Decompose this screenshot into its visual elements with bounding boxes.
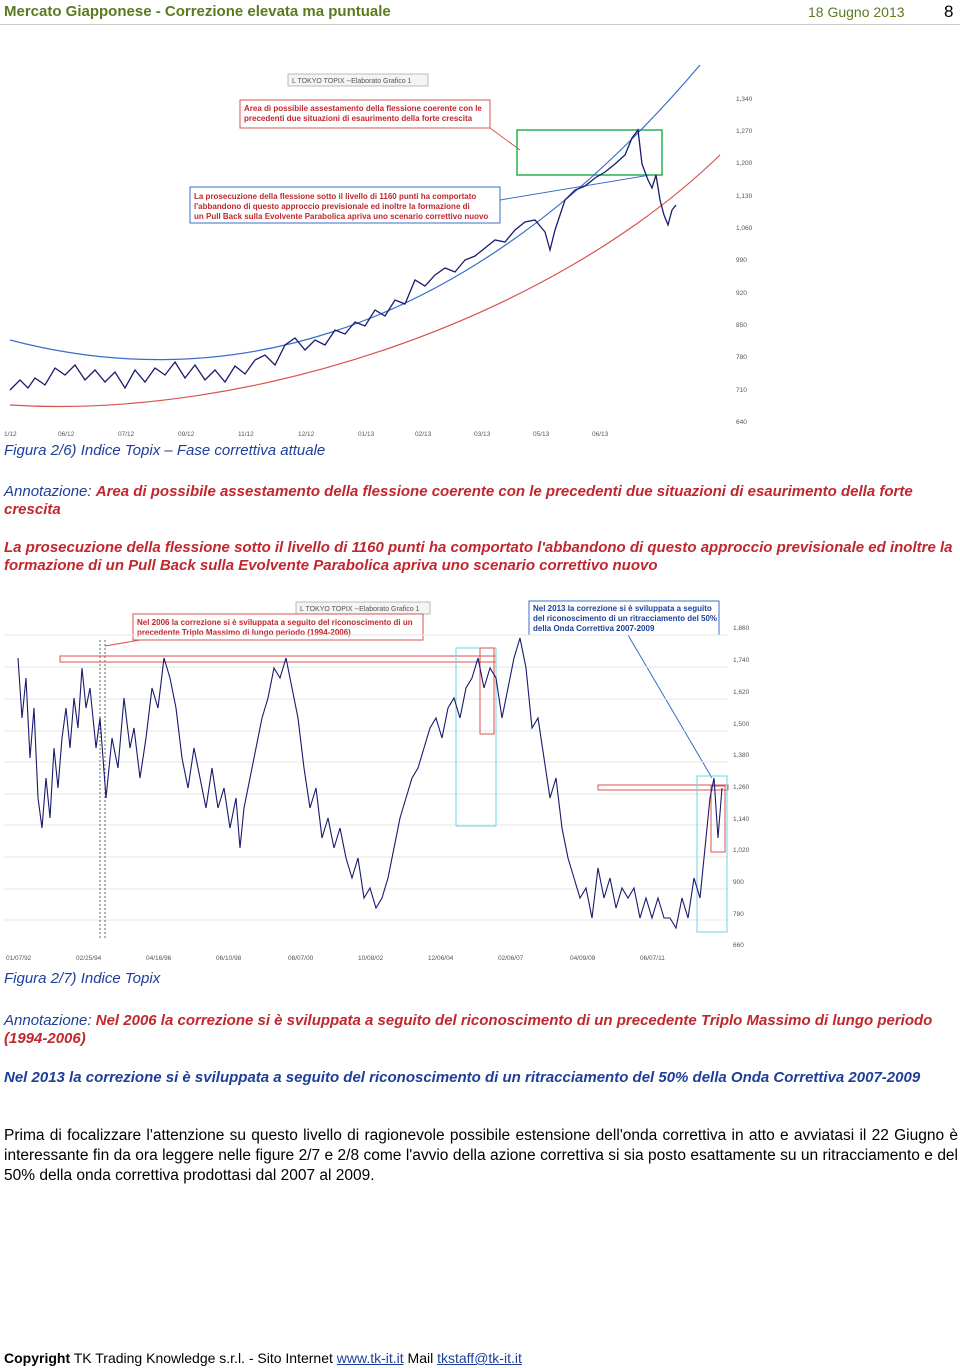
svg-text:04/16/96: 04/16/96 [146,955,172,962]
svg-text:02/13: 02/13 [415,431,432,438]
annotation-2b [4,1069,958,1087]
chart2-connector-1 [105,640,140,646]
annotation-1-text-1: Area di possibile assestamento della flessione coerente con le precedenti due situazioni di esaurimento della forte crescita [4,483,913,518]
svg-text:08/07/00: 08/07/00 [288,955,314,962]
svg-text:02/25/94: 02/25/94 [76,955,102,962]
chart2-price-line [18,638,722,928]
svg-text:01/13: 01/13 [358,431,375,438]
chart1-annotation-1-line-2: precedenti due situazioni di esaurimento della forte crescita [244,114,473,123]
svg-text:1,380: 1,380 [733,752,750,759]
annotation-2-text-2: Nel 2013 la correzione si è sviluppata a seguito del riconoscimento di un ritracciamento del 50% della Onda Correttiva 2007-2009 [4,1069,921,1086]
svg-text:920: 920 [736,290,747,297]
chart2-x-axis [6,955,665,962]
svg-text:12/06/04: 12/06/04 [428,955,454,962]
footer-site-link[interactable]: www.tk-it.it [336,1350,404,1366]
svg-text:06/13: 06/13 [592,431,609,438]
chart1-x-axis [4,431,609,438]
svg-text:1/12: 1/12 [4,431,17,438]
svg-text:1,200: 1,200 [736,160,753,167]
chart1-annotation-2-line-3: un Pull Back sulla Evolvente Parabolica apriva uno scenario correttivo nuovo [194,212,489,221]
svg-text:780: 780 [736,354,747,361]
document-title: Mercato Giapponese - Correzione elevata ma puntuale [4,3,391,20]
document-date: 18 Gugno 2013 [808,4,905,20]
page-number: 8 [944,2,954,21]
footer-mail-link[interactable]: tkstaff@tk-it.it [437,1350,522,1366]
footer-mail-label: Mail [403,1350,438,1366]
annotation-2 [4,1012,958,1048]
svg-text:09/12: 09/12 [178,431,195,438]
svg-text:05/13: 05/13 [533,431,550,438]
annotation-1-text-2: La prosecuzione della flessione sotto il livello di 1160 punti ha comportato l'abbandono di questo approccio previsionale ed inoltre la formazione di un Pull Back sulla Evolvente Parabolica apriva uno scenario correttivo nuovo [4,539,953,574]
svg-text:1,740: 1,740 [733,657,750,664]
figure-1-caption: Figura 2/6) Indice Topix – Fase correttiva attuale [4,442,326,459]
body-paragraph: Prima di focalizzare l'attenzione su questo livello di ragionevole possibile estensione dell'onda correttiva in atto e avviatasi il 22 Giugno è interessante fin da ora leggere nelle figure 2/7 e 2/8 come l'avvio della azione correttiva si sia posto esattamente su un ritracciamento e del 50% della onda correttiva prodottasi dal 2007 al 2009. [4,1127,958,1184]
footer-copyright: Copyright [4,1350,71,1366]
chart1-connector-1 [490,128,520,150]
chart1-annotation-2-line-1: La prosecuzione della flessione sotto il livello di 1160 punti ha comportato [194,192,477,201]
figure-2-caption: Figura 2/7) Indice Topix [4,970,161,987]
svg-text:660: 660 [733,942,744,949]
annotation-1-label: Annotazione: [4,483,92,500]
chart2-y-axis [733,625,750,949]
chart1-price-line [10,130,676,390]
svg-text:01/07/92: 01/07/92 [6,955,32,962]
chart2-connector-2 [628,635,712,778]
svg-text:04/09/09: 04/09/09 [570,955,596,962]
svg-text:1,260: 1,260 [733,784,750,791]
svg-text:850: 850 [736,322,747,329]
chart2-annotation-2-line-1: Nel 2013 la correzione si è sviluppata a seguito [533,604,712,613]
svg-text:06/12: 06/12 [58,431,75,438]
svg-text:1,140: 1,140 [733,816,750,823]
chart1-annotation-1-line-1: Area di possibile assestamento della flessione coerente con le [244,104,482,113]
chart2-highlight-2013 [697,776,727,932]
svg-text:03/13: 03/13 [474,431,491,438]
svg-text:06/07/11: 06/07/11 [640,955,665,962]
svg-text:12/12: 12/12 [298,431,315,438]
chart1-legend-title: L TOKYO TOPIX --Elaborato Grafico 1 [292,78,412,85]
chart2-red-box-2006 [480,648,494,734]
chart2-resistance-band-2006 [60,656,496,662]
svg-text:1,860: 1,860 [733,625,750,632]
svg-text:11/12: 11/12 [238,431,254,438]
chart2-resistance-band-2013 [598,785,728,790]
svg-text:710: 710 [736,387,747,394]
chart1-y-axis [736,96,753,426]
svg-text:640: 640 [736,419,747,426]
page-footer [4,1350,522,1366]
chart2-annotation-1-line-2: precedente Triplo Massimo di lungo periodo (1994-2006) [137,628,351,637]
chart2-gridlines [4,635,728,920]
chart2-legend-title: L TOKYO TOPIX --Elaborato Grafico 1 [300,606,420,613]
chart2-annotation-1-line-1: Nel 2006 la correzione si è sviluppata a seguito del riconoscimento di un [137,618,413,627]
chart2-annotation-2-line-3: della Onda Correttiva 2007-2009 [533,624,655,633]
figure-topix-chart-2 [0,598,960,964]
svg-text:1,060: 1,060 [736,225,753,232]
svg-text:780: 780 [733,911,744,918]
footer-company: TK Trading Knowledge s.r.l. - Sito Internet [70,1350,337,1366]
chart2-annotation-2-line-2: del riconoscimento di un ritracciamento del 50% [533,614,718,623]
svg-text:06/10/98: 06/10/98 [216,955,242,962]
svg-text:1,620: 1,620 [733,689,750,696]
chart2-highlight-2006 [456,648,496,826]
svg-text:10/08/02: 10/08/02 [358,955,384,962]
page-header [0,0,960,25]
svg-text:900: 900 [733,879,744,886]
svg-text:1,020: 1,020 [733,847,750,854]
chart1-connector-2 [500,175,650,200]
annotation-2-text-1: Nel 2006 la correzione si è sviluppata a seguito del riconoscimento di un precedente Triplo Massimo di lungo periodo (1994-2006) [4,1012,933,1047]
svg-text:1,130: 1,130 [736,193,753,200]
svg-text:1,270: 1,270 [736,128,753,135]
figure-topix-chart-1 [0,60,960,440]
svg-text:1,500: 1,500 [733,721,750,728]
annotation-1b [4,539,958,575]
svg-text:990: 990 [736,257,747,264]
annotation-1 [4,483,958,519]
svg-text:02/06/07: 02/06/07 [498,955,524,962]
chart1-annotation-2-line-2: l'abbandono di questo approccio previsionale ed inoltre la formazione di [194,202,470,211]
svg-text:1,340: 1,340 [736,96,753,103]
chart2-red-box-2013 [711,786,725,852]
svg-text:07/12: 07/12 [118,431,135,438]
annotation-2-label: Annotazione: [4,1012,92,1029]
